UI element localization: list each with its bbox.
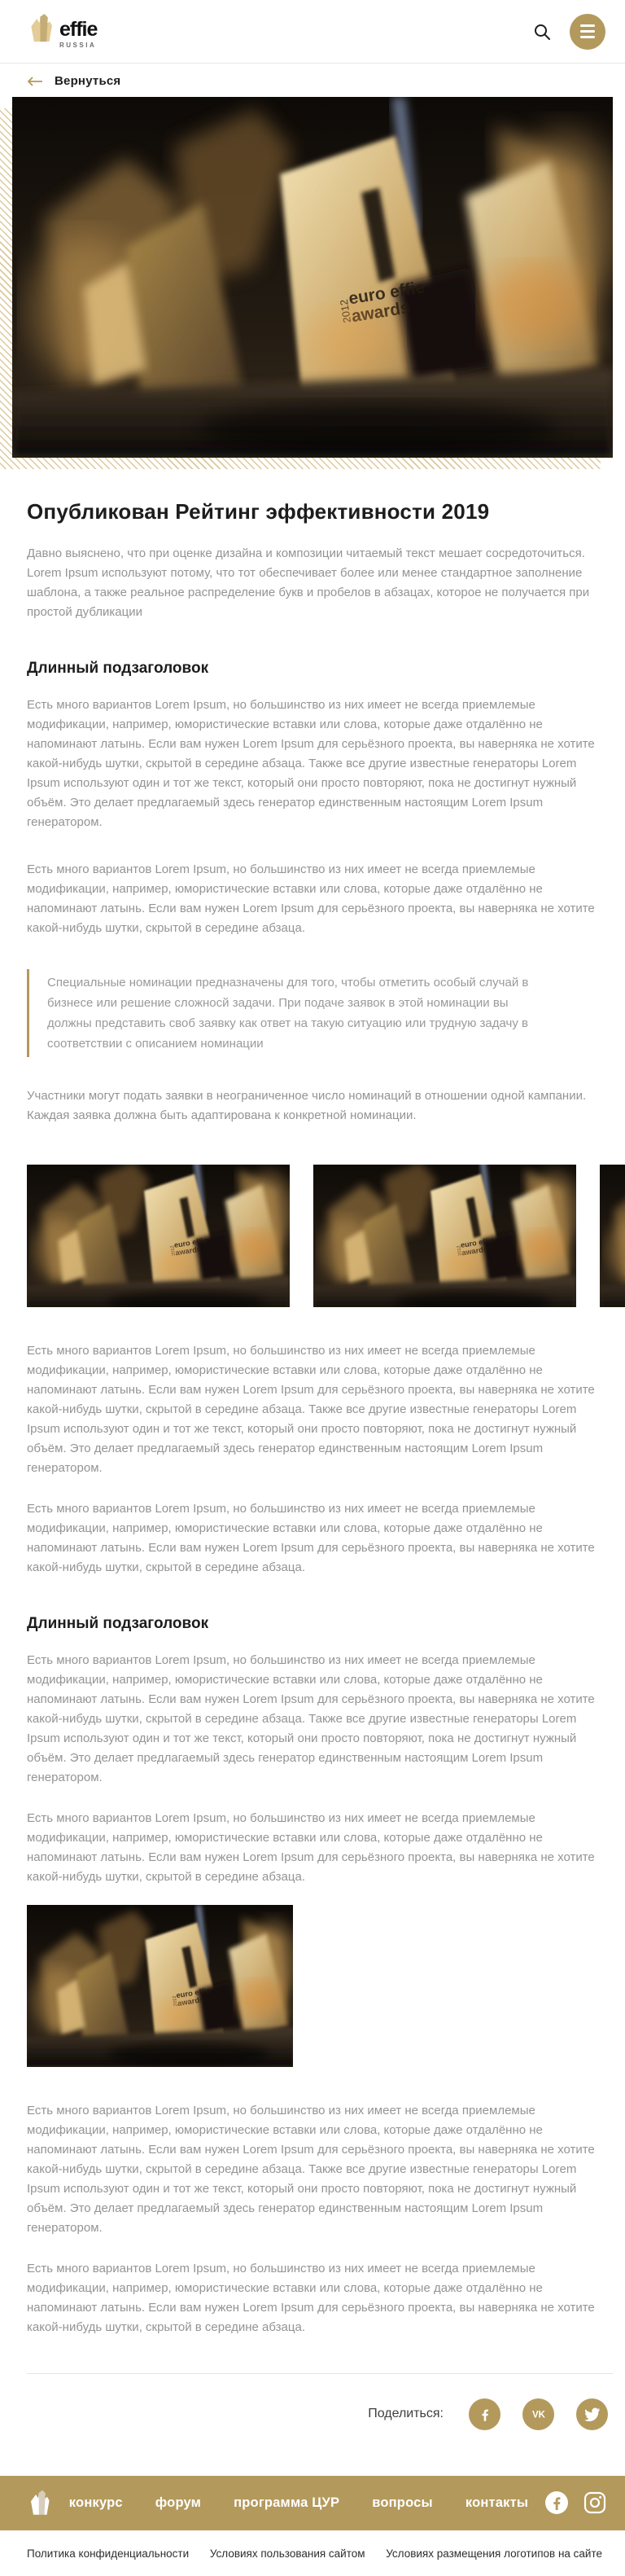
awards-photo xyxy=(12,97,613,458)
brand-region: RUSSIA xyxy=(59,41,97,49)
site-header xyxy=(0,0,625,64)
share-label: Поделиться: xyxy=(368,2407,444,2420)
share-section xyxy=(0,2398,625,2430)
breadcrumb xyxy=(0,64,625,95)
intro-paragraph: Давно выяснено, что при оценке дизайна и композиции читаемый текст мешает сосредоточиться. Lorem Ipsum используют потому, что тот обеспечивает более или менее стандартное заполнение шаблона, а также реальное распределение букв и пробелов в абзацах, которое не получается при простой дубликации xyxy=(27,546,590,619)
facebook-share-button[interactable] xyxy=(469,2398,500,2430)
paragraph-long-1: Есть много вариантов Lorem Ipsum, но большинство из них имеет не всегда приемлемые модификации, например, юмористические вставки или слова, которые даже отдалённо не напоминают латынь. Если вам нужен Lorem Ipsum для серьёзного проекта, вы наверняка не хотите какой-нибудь шутки, скрытой в середине абзаца. Также все другие известные генераторы Lorem Ipsum используют один и тот же текст, который они просто повторяют, пока не достигнут нужный объём. Это делает предлагаемый здесь генератор единственным настоящим Lorem Ipsum генератором. xyxy=(27,697,595,829)
footer-link-forum[interactable]: форум xyxy=(155,2495,202,2510)
back-arrow-icon xyxy=(27,76,43,87)
logo-terms-link[interactable]: Условиях размещения логотипов на сайте xyxy=(386,2547,602,2560)
footer-facebook-icon[interactable] xyxy=(544,2490,569,2515)
footer-instagram-icon[interactable] xyxy=(583,2490,607,2515)
search-icon[interactable] xyxy=(532,22,552,42)
gallery-photo-2 xyxy=(313,1165,576,1307)
footer-link-contacts[interactable]: контакты xyxy=(465,2495,529,2510)
footer-nav xyxy=(53,2495,544,2511)
paragraph-short-4: Есть много вариантов Lorem Ipsum, но большинство из них имеет не всегда приемлемые модификации, например, юмористические вставки или слова, которые даже отдалённо не напоминают латынь. Если вам нужен Lorem Ipsum для серьёзного проекта, вы наверняка не хотите какой-нибудь шутки, скрытой в середине абзаца. xyxy=(27,2261,595,2334)
footer xyxy=(0,2476,625,2530)
logo[interactable] xyxy=(28,15,97,49)
gallery-photo-1 xyxy=(27,1165,290,1307)
back-label: Вернуться xyxy=(55,74,121,88)
twitter-share-button[interactable] xyxy=(576,2398,608,2430)
paragraph-short-1: Есть много вариантов Lorem Ipsum, но большинство из них имеет не всегда приемлемые модификации, например, юмористические вставки или слова, которые даже отдалённо не напоминают латынь. Если вам нужен Lorem Ipsum для серьёзного проекта, вы наверняка не хотите какой-нибудь шутки, скрытой в середине абзаца. xyxy=(27,862,595,935)
paragraph-short-2: Есть много вариантов Lorem Ipsum, но большинство из них имеет не всегда приемлемые модификации, например, юмористические вставки или слова, которые даже отдалённо не напоминают латынь. Если вам нужен Lorem Ipsum для серьёзного проекта, вы наверняка не хотите какой-нибудь шутки, скрытой в середине абзаца. xyxy=(27,1501,595,1574)
page-title: Опубликован Рейтинг эффективности 2019 xyxy=(27,499,490,524)
hero-image xyxy=(12,97,613,458)
footer-link-questions[interactable]: вопросы xyxy=(372,2495,433,2510)
twitter-icon xyxy=(583,2406,601,2423)
svg-text:VK: VK xyxy=(531,2410,545,2420)
footer-link-sdg[interactable]: программа ЦУР xyxy=(234,2495,340,2510)
terms-of-use-link[interactable]: Условиях пользования сайтом xyxy=(209,2547,365,2560)
footer-effie-hand-icon[interactable] xyxy=(28,2488,53,2518)
paragraph-long-4: Есть много вариантов Lorem Ipsum, но большинство из них имеет не всегда приемлемые модификации, например, юмористические вставки или слова, которые даже отдалённо не напоминают латынь. Если вам нужен Lorem Ipsum для серьёзного проекта, вы наверняка не хотите какой-нибудь шутки, скрытой в середине абзаца. Также все другие известные генераторы Lorem Ipsum используют один и тот же текст, который они просто повторяют, пока не достигнут нужный объём. Это делает предлагаемый здесь генератор единственным настоящим Lorem Ipsum генератором. xyxy=(27,2103,595,2235)
paragraph-nominations: Участники могут подать заявки в неограниченное число номинаций в отношении одной кампании. Каждая заявка должна быть адаптирована к конкретной номинации. xyxy=(27,1088,587,1122)
share-divider xyxy=(27,2373,613,2374)
footer-social xyxy=(544,2490,607,2515)
paragraph-long-2: Есть много вариантов Lorem Ipsum, но большинство из них имеет не всегда приемлемые модификации, например, юмористические вставки или слова, которые даже отдалённо не напоминают латынь. Если вам нужен Lorem Ipsum для серьёзного проекта, вы наверняка не хотите какой-нибудь шутки, скрытой в середине абзаца. Также все другие известные генераторы Lorem Ipsum используют один и тот же текст, который они просто повторяют, пока не достигнут нужный объём. Это делает предлагаемый здесь генератор единственным настоящим Lorem Ipsum генератором. xyxy=(27,1343,595,1475)
paragraph-long-3: Есть много вариантов Lorem Ipsum, но большинство из них имеет не всегда приемлемые модификации, например, юмористические вставки или слова, которые даже отдалённо не напоминают латынь. Если вам нужен Lorem Ipsum для серьёзного проекта, вы наверняка не хотите какой-нибудь шутки, скрытой в середине абзаца. Также все другие известные генераторы Lorem Ipsum используют один и тот же текст, который они просто повторяют, пока не достигнут нужный объём. Это делает предлагаемый здесь генератор единственным настоящим Lorem Ipsum генератором. xyxy=(27,1652,595,1784)
awards-photo-small xyxy=(27,1905,293,2067)
pull-quote: Специальные номинации предназначены для того, чтобы отметить особый случай в бизнесе или решение сложносй задачи. При подаче заявок в этой номинации вы должны представить своб заявку как ответ на такую ситуацию или трудную задачу в соответствии с описанием номинации xyxy=(27,969,564,1057)
image-gallery[interactable] xyxy=(27,1165,625,1307)
legal-links xyxy=(0,2547,625,2576)
effie-hand-icon xyxy=(28,12,56,45)
privacy-policy-link[interactable]: Политика конфиденциальности xyxy=(27,2547,190,2560)
back-button[interactable] xyxy=(27,74,120,88)
vk-icon xyxy=(529,2404,549,2424)
subheading-2: Длинный подзаголовок xyxy=(27,1614,209,1632)
paragraph-short-3: Есть много вариантов Lorem Ipsum, но большинство из них имеет не всегда приемлемые модификации, например, юмористические вставки или слова, которые даже отдалённо не напоминают латынь. Если вам нужен Lorem Ipsum для серьёзного проекта, вы наверняка не хотите какой-нибудь шутки, скрытой в середине абзаца. xyxy=(27,1810,595,1884)
subheading-1: Длинный подзаголовок xyxy=(27,659,209,677)
footer-link-contest[interactable]: конкурс xyxy=(68,2495,123,2510)
hamburger-menu-icon[interactable] xyxy=(570,14,605,50)
vk-share-button[interactable] xyxy=(522,2398,554,2430)
facebook-icon xyxy=(476,2405,494,2423)
article-body xyxy=(0,498,625,2337)
brand-name: effie xyxy=(59,17,98,41)
inline-image xyxy=(27,1905,598,2067)
gallery-photo-3 xyxy=(600,1165,625,1307)
